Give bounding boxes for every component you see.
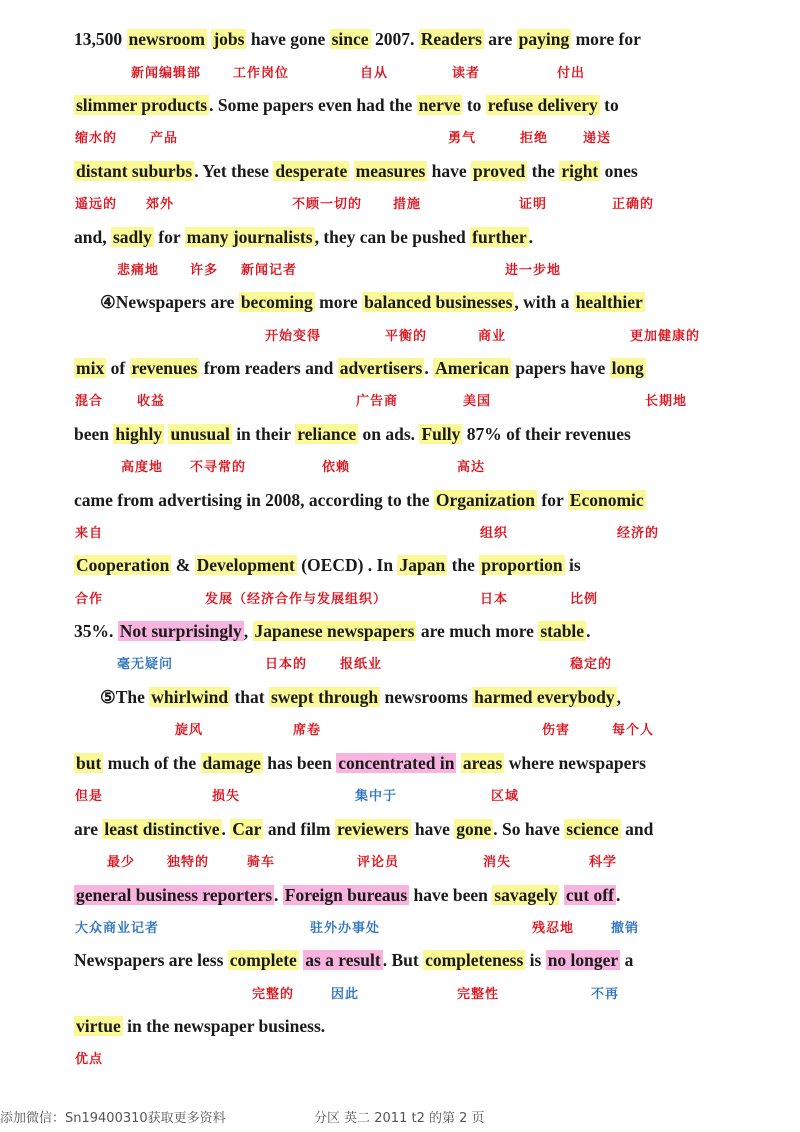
text-segment: ④Newspapers are <box>100 292 239 312</box>
text-segment: for <box>153 227 185 247</box>
chinese-annotation: 骑车 <box>247 855 276 870</box>
chinese-annotation: 残忍地 <box>532 921 575 936</box>
yellow-highlight-word: many journalists <box>186 227 313 247</box>
chinese-annotation: 收益 <box>137 394 166 409</box>
chinese-annotation: 每个人 <box>612 723 655 738</box>
text-segment: much of the <box>103 753 201 773</box>
text-segment: are much more <box>416 621 539 641</box>
text-segment: , they can be pushed <box>314 227 471 247</box>
yellow-highlight-word: completeness <box>425 950 524 970</box>
footer-watermark: 添加微信：Sn19400310获取更多资料 <box>0 1111 226 1126</box>
chinese-annotation: 独特的 <box>167 855 210 870</box>
chinese-annotation: 正确的 <box>612 197 655 212</box>
chinese-annotation: 完整性 <box>457 987 500 1002</box>
yellow-highlight-word: complete <box>229 950 297 970</box>
yellow-highlight-word: American <box>435 358 509 378</box>
text-segment: . <box>528 227 533 247</box>
yellow-highlight-word: virtue <box>76 1016 121 1036</box>
chinese-annotation: 组织 <box>480 526 509 541</box>
chinese-annotation: 合作 <box>75 592 104 607</box>
yellow-highlight-word: least distinctive <box>104 819 220 839</box>
yellow-highlight-word: harmed everybody <box>474 687 615 707</box>
text-line <box>74 26 780 52</box>
yellow-highlight-word: mix <box>76 358 105 378</box>
text-segment: on ads. <box>358 424 420 444</box>
chinese-annotation: 新闻编辑部 <box>131 66 202 81</box>
text-segment: and film <box>263 819 335 839</box>
text-segment: . <box>221 819 231 839</box>
text-segment: the <box>447 555 480 575</box>
chinese-annotation: 递送 <box>583 131 612 146</box>
chinese-annotation: 旋风 <box>175 723 204 738</box>
text-line <box>100 684 780 710</box>
yellow-highlight-word: Fully <box>421 424 461 444</box>
yellow-highlight-word: unusual <box>170 424 230 444</box>
yellow-highlight-word: revenues <box>131 358 198 378</box>
chinese-annotation: 驻外办事处 <box>310 921 381 936</box>
text-line <box>74 882 780 908</box>
chinese-annotation: 因此 <box>331 987 360 1002</box>
yellow-highlight-word: advertisers <box>339 358 423 378</box>
pink-highlight-phrase: concentrated in <box>338 753 455 773</box>
chinese-annotation: 勇气 <box>448 131 477 146</box>
yellow-highlight-word: but <box>76 753 102 773</box>
text-segment: is <box>525 950 546 970</box>
text-line <box>74 92 780 118</box>
yellow-highlight-word: Readers <box>420 29 482 49</box>
yellow-highlight-word: becoming <box>240 292 313 312</box>
text-segment: been <box>74 424 114 444</box>
chinese-annotation: 经济的 <box>617 526 660 541</box>
chinese-annotation: 日本 <box>480 592 509 607</box>
chinese-annotation: 混合 <box>75 394 104 409</box>
chinese-annotation: 评论员 <box>357 855 400 870</box>
chinese-annotation: 大众商业记者 <box>75 921 160 936</box>
text-segment: . So have <box>493 819 565 839</box>
yellow-highlight-word: jobs <box>213 29 245 49</box>
yellow-highlight-word: swept through <box>270 687 379 707</box>
text-segment <box>349 161 353 181</box>
yellow-highlight-word: slimmer products <box>76 95 208 115</box>
text-segment: papers have <box>510 358 610 378</box>
yellow-highlight-word: since <box>331 29 369 49</box>
text-segment: . Yet these <box>194 161 274 181</box>
text-segment: newsrooms <box>380 687 473 707</box>
chinese-annotation: 区域 <box>491 789 520 804</box>
yellow-highlight-word: Development <box>196 555 295 575</box>
chinese-annotation: 证明 <box>519 197 548 212</box>
chinese-annotation: 新闻记者 <box>241 263 298 278</box>
text-line <box>74 487 780 513</box>
text-segment: that <box>230 687 269 707</box>
text-segment: 87% of their revenues <box>462 424 631 444</box>
chinese-annotation: 自从 <box>360 66 389 81</box>
chinese-annotation: 商业 <box>478 329 507 344</box>
chinese-annotation: 拒绝 <box>520 131 549 146</box>
chinese-annotation: 日本的 <box>265 657 308 672</box>
chinese-annotation: 稳定的 <box>570 657 613 672</box>
text-segment: , with a <box>514 292 574 312</box>
text-segment: , <box>616 687 622 707</box>
text-segment: . But <box>382 950 424 970</box>
yellow-highlight-word: whirlwind <box>151 687 229 707</box>
yellow-highlight-word: areas <box>462 753 503 773</box>
text-segment: 2007. <box>370 29 419 49</box>
yellow-highlight-word: balanced businesses <box>364 292 513 312</box>
yellow-highlight-word: stable <box>540 621 585 641</box>
text-segment: to <box>599 95 619 115</box>
text-segment: . Some papers even had the <box>209 95 417 115</box>
text-segment: where newspapers <box>504 753 646 773</box>
yellow-highlight-word: gone <box>456 819 492 839</box>
chinese-annotation: 依赖 <box>322 460 351 475</box>
chinese-annotation: 平衡的 <box>385 329 428 344</box>
chinese-annotation: 高达 <box>457 460 486 475</box>
chinese-annotation: 不顾一切的 <box>292 197 363 212</box>
chinese-annotation: 撤销 <box>611 921 640 936</box>
chinese-annotation: 比例 <box>570 592 599 607</box>
chinese-annotation: 损失 <box>212 789 241 804</box>
chinese-annotation: 读者 <box>452 66 481 81</box>
chinese-annotation: 高度地 <box>121 460 164 475</box>
chinese-annotation: 科学 <box>589 855 618 870</box>
text-segment: (OECD) . In <box>296 555 398 575</box>
text-line <box>74 618 780 644</box>
chinese-annotation: 席卷 <box>293 723 322 738</box>
yellow-highlight-word: reliance <box>297 424 357 444</box>
text-segment: in the newspaper business. <box>122 1016 326 1036</box>
pink-highlight-phrase: general business reporters <box>76 885 273 905</box>
chinese-annotation: 不寻常的 <box>190 460 247 475</box>
text-segment: are <box>483 29 517 49</box>
pink-highlight-phrase: cut off <box>565 885 614 905</box>
chinese-annotation: 不再 <box>591 987 620 1002</box>
yellow-highlight-word: proved <box>473 161 526 181</box>
chinese-annotation: 郊外 <box>146 197 175 212</box>
pink-highlight-phrase: as a result <box>305 950 381 970</box>
chinese-annotation: 广告商 <box>356 394 399 409</box>
yellow-highlight-word: reviewers <box>336 819 409 839</box>
pink-highlight-phrase: no longer <box>547 950 619 970</box>
text-line <box>74 552 780 578</box>
chinese-annotation: 美国 <box>463 394 492 409</box>
chinese-annotation: 最少 <box>107 855 136 870</box>
text-segment: to <box>462 95 486 115</box>
text-segment: have <box>410 819 455 839</box>
yellow-highlight-word: distant suburbs <box>76 161 193 181</box>
text-segment: has been <box>262 753 337 773</box>
chinese-annotation: 更加健康的 <box>630 329 701 344</box>
chinese-annotation: 开始变得 <box>265 329 322 344</box>
yellow-highlight-word: proportion <box>481 555 563 575</box>
text-segment: ones <box>600 161 638 181</box>
yellow-highlight-word: savagely <box>494 885 558 905</box>
yellow-highlight-word: Economic <box>569 490 644 510</box>
chinese-annotation: 工作岗位 <box>233 66 290 81</box>
text-segment: a <box>620 950 634 970</box>
text-segment: more for <box>571 29 641 49</box>
text-segment: have gone <box>246 29 330 49</box>
text-segment: have been <box>409 885 493 905</box>
chinese-annotation: 消失 <box>483 855 512 870</box>
yellow-highlight-word: Car <box>232 819 262 839</box>
text-segment: and <box>620 819 654 839</box>
text-segment: of <box>106 358 130 378</box>
chinese-annotation: 伤害 <box>542 723 571 738</box>
chinese-annotation: 遥远的 <box>75 197 118 212</box>
yellow-highlight-word: desperate <box>275 161 348 181</box>
yellow-highlight-word: nerve <box>418 95 461 115</box>
text-segment: have <box>427 161 472 181</box>
text-line <box>74 421 780 447</box>
chinese-annotation: 许多 <box>190 263 219 278</box>
yellow-highlight-word: refuse delivery <box>487 95 598 115</box>
chinese-annotation: 优点 <box>75 1052 104 1067</box>
text-segment: for <box>537 490 568 510</box>
yellow-highlight-word: newsroom <box>128 29 205 49</box>
text-line <box>74 158 780 184</box>
text-segment: the <box>527 161 560 181</box>
chinese-annotation: 但是 <box>75 789 104 804</box>
chinese-annotation: 发展（经济合作与发展组织） <box>205 592 388 607</box>
yellow-highlight-word: highly <box>115 424 163 444</box>
chinese-annotation: 长期地 <box>645 394 688 409</box>
chinese-annotation: 产品 <box>150 131 179 146</box>
chinese-annotation: 付出 <box>557 66 586 81</box>
text-segment: in their <box>231 424 296 444</box>
text-segment: is <box>564 555 581 575</box>
yellow-highlight-word: right <box>561 161 599 181</box>
chinese-annotation: 集中于 <box>355 789 398 804</box>
yellow-highlight-word: Japanese newspapers <box>254 621 415 641</box>
text-segment: & <box>171 555 195 575</box>
chinese-annotation: 进一步地 <box>505 263 562 278</box>
text-line <box>74 750 780 776</box>
yellow-highlight-word: sadly <box>112 227 152 247</box>
text-line <box>74 355 780 381</box>
yellow-highlight-word: Japan <box>399 555 446 575</box>
text-segment: 13,500 <box>74 29 127 49</box>
text-segment: came from advertising in 2008, according to the <box>74 490 434 510</box>
chinese-annotation: 悲痛地 <box>117 263 160 278</box>
text-segment: more <box>314 292 363 312</box>
text-segment: . <box>274 885 283 905</box>
yellow-highlight-word: Cooperation <box>76 555 170 575</box>
text-line <box>74 947 780 973</box>
chinese-annotation: 缩水的 <box>75 131 118 146</box>
yellow-highlight-word: measures <box>355 161 426 181</box>
text-segment: Newspapers are less <box>74 950 228 970</box>
pink-highlight-phrase: Foreign bureaus <box>284 885 408 905</box>
text-segment: . <box>424 358 434 378</box>
yellow-highlight-word: healthier <box>575 292 643 312</box>
chinese-annotation: 措施 <box>393 197 422 212</box>
text-segment: and, <box>74 227 111 247</box>
chinese-annotation: 报纸业 <box>340 657 383 672</box>
yellow-highlight-word: long <box>611 358 644 378</box>
text-segment: 35%. <box>74 621 118 641</box>
chinese-annotation: 毫无疑问 <box>117 657 174 672</box>
text-segment: . <box>586 621 591 641</box>
text-line <box>74 816 780 842</box>
text-segment: . <box>615 885 621 905</box>
yellow-highlight-word: Organization <box>435 490 536 510</box>
yellow-highlight-word: science <box>566 819 619 839</box>
chinese-annotation: 完整的 <box>252 987 295 1002</box>
yellow-highlight-word: further <box>472 227 527 247</box>
text-segment: ⑤The <box>100 687 150 707</box>
text-line <box>74 1013 780 1039</box>
text-segment: are <box>74 819 103 839</box>
yellow-highlight-word: damage <box>202 753 261 773</box>
text-line <box>74 224 780 250</box>
text-segment: from readers and <box>199 358 338 378</box>
pink-highlight-phrase: Not surprisingly <box>119 621 242 641</box>
footer-page-info: 分区 英二 2011 t2 的第 2 页 <box>314 1111 485 1126</box>
text-segment: , <box>243 621 253 641</box>
chinese-annotation: 来自 <box>75 526 104 541</box>
text-line <box>100 289 780 315</box>
yellow-highlight-word: paying <box>518 29 570 49</box>
